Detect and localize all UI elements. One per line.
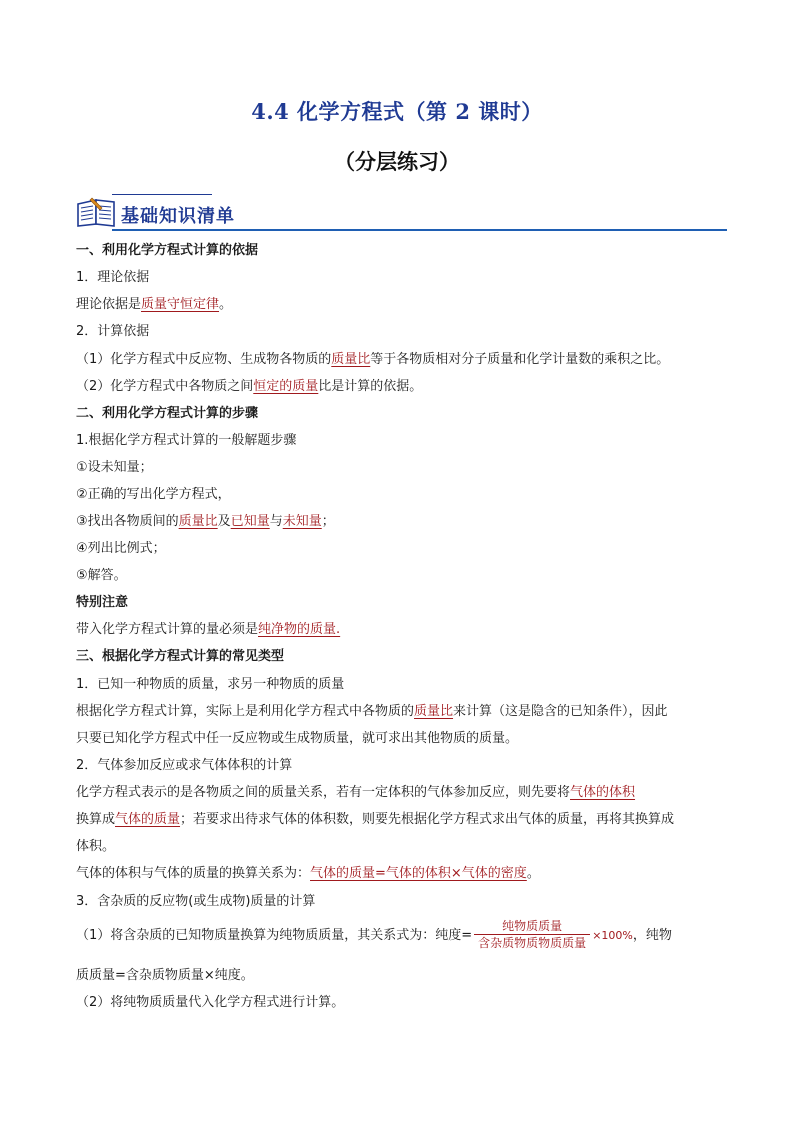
percent-term: ×100%: [592, 929, 633, 942]
page-subtitle: （分层练习）: [334, 149, 460, 174]
s2-heading: 二、利用化学方程式计算的步骤: [76, 406, 259, 421]
header-top-rule: [112, 194, 212, 195]
page-title: 4.4 化学方程式（第 2 课时）: [251, 99, 543, 124]
s3-p1-line2: 只要已知化学方程式中任一反应物或生成物质量，就可求出其他物质的质量。: [76, 731, 519, 746]
key-term: 未知量: [282, 514, 322, 529]
step-2: ②正确的写出化学方程式，: [76, 487, 231, 502]
s3-p3-a: （1）将含杂质的已知物质量换算为纯物质质量，其关系式为：纯度= $\frac{\text{纯物质质量}}{\text{含杂质物质物质质量}}$ ×100%，纯物: [76, 919, 672, 950]
key-term: 质量比: [331, 352, 371, 367]
note-text: 带入化学方程式计算的量必须是纯净物的质量.: [76, 622, 341, 637]
s3-p1-title: 1．已知一种物质的质量，求另一种物质的质量: [76, 677, 345, 692]
step-4: ④列出比例式；: [76, 541, 166, 556]
s3-p2-line3: 体积。: [76, 839, 116, 854]
s3-heading: 三、根据化学方程式计算的常见类型: [76, 649, 285, 664]
s1-heading: 一、利用化学方程式计算的依据: [76, 243, 259, 258]
purity-fraction: [474, 918, 590, 951]
book-icon: [76, 196, 118, 228]
key-term: 气体的质量: [115, 812, 181, 827]
s1-p2-a: （1）化学方程式中反应物、生成物各物质的质量比等于各物质相对分子质量和化学计量数的乘积之比。: [76, 352, 670, 367]
s3-p2-line2: 换算成气体的质量；若要求出待求气体的体积数，则要先根据化学方程式求出气体的质量，再将其换算成: [76, 812, 675, 827]
note-title: 特别注意: [76, 595, 129, 610]
s3-p2-line1: 化学方程式表示的是各物质之间的质量关系，若有一定体积的气体参加反应，则先要将气体的体积: [76, 785, 636, 800]
step-1: ①设未知量；: [76, 460, 153, 475]
s3-p2-title: 2．气体参加反应或求气体体积的计算: [76, 758, 293, 773]
s3-p3-title: 3．含杂质的反应物(或生成物)质量的计算: [76, 894, 316, 909]
s1-p2-b: （2）化学方程式中各物质之间恒定的质量比是计算的依据。: [76, 379, 423, 394]
section-header-label: 基础知识清单: [121, 206, 235, 227]
key-term: 纯净物的质量.: [258, 622, 341, 637]
s3-p1-line1: 根据化学方程式计算，实际上是利用化学方程式中各物质的质量比来计算（这是隐含的已知条件），因此: [76, 704, 668, 719]
step-5: ⑤解答。: [76, 568, 127, 583]
key-term: 已知量: [230, 514, 270, 529]
s3-p3-a-line2: 质质量=含杂质物质量×纯度。: [76, 968, 254, 983]
s1-p1-text: 理论依据是质量守恒定律。: [76, 297, 233, 312]
s3-p3-b: （2）将纯物质质量代入化学方程式进行计算。: [76, 995, 345, 1010]
key-term: 气体的体积: [570, 785, 636, 800]
s1-p2-title: 2．计算依据: [76, 324, 150, 339]
fraction-denominator: 含杂质物质物质质量: [478, 936, 587, 950]
key-term: 质量比: [178, 514, 218, 529]
s2-p1-title: 1.根据化学方程式计算的一般解题步骤: [76, 433, 297, 448]
section-header: [72, 192, 727, 234]
s1-p1-title: 1．理论依据: [76, 270, 150, 285]
key-term: 质量守恒定律: [141, 297, 220, 312]
key-term: 质量比: [414, 704, 454, 719]
step-3: ③找出各物质间的质量比及已知量与未知量；: [76, 514, 335, 529]
key-term: 恒定的质量: [253, 379, 319, 394]
section-header-rule: [112, 229, 727, 231]
fraction-numerator: 纯物质质量: [502, 919, 563, 933]
key-term: 气体的质量=气体的体积×气体的密度: [310, 866, 527, 881]
s3-p2-line4: 气体的体积与气体的质量的换算关系为：气体的质量=气体的体积×气体的密度。: [76, 866, 540, 881]
